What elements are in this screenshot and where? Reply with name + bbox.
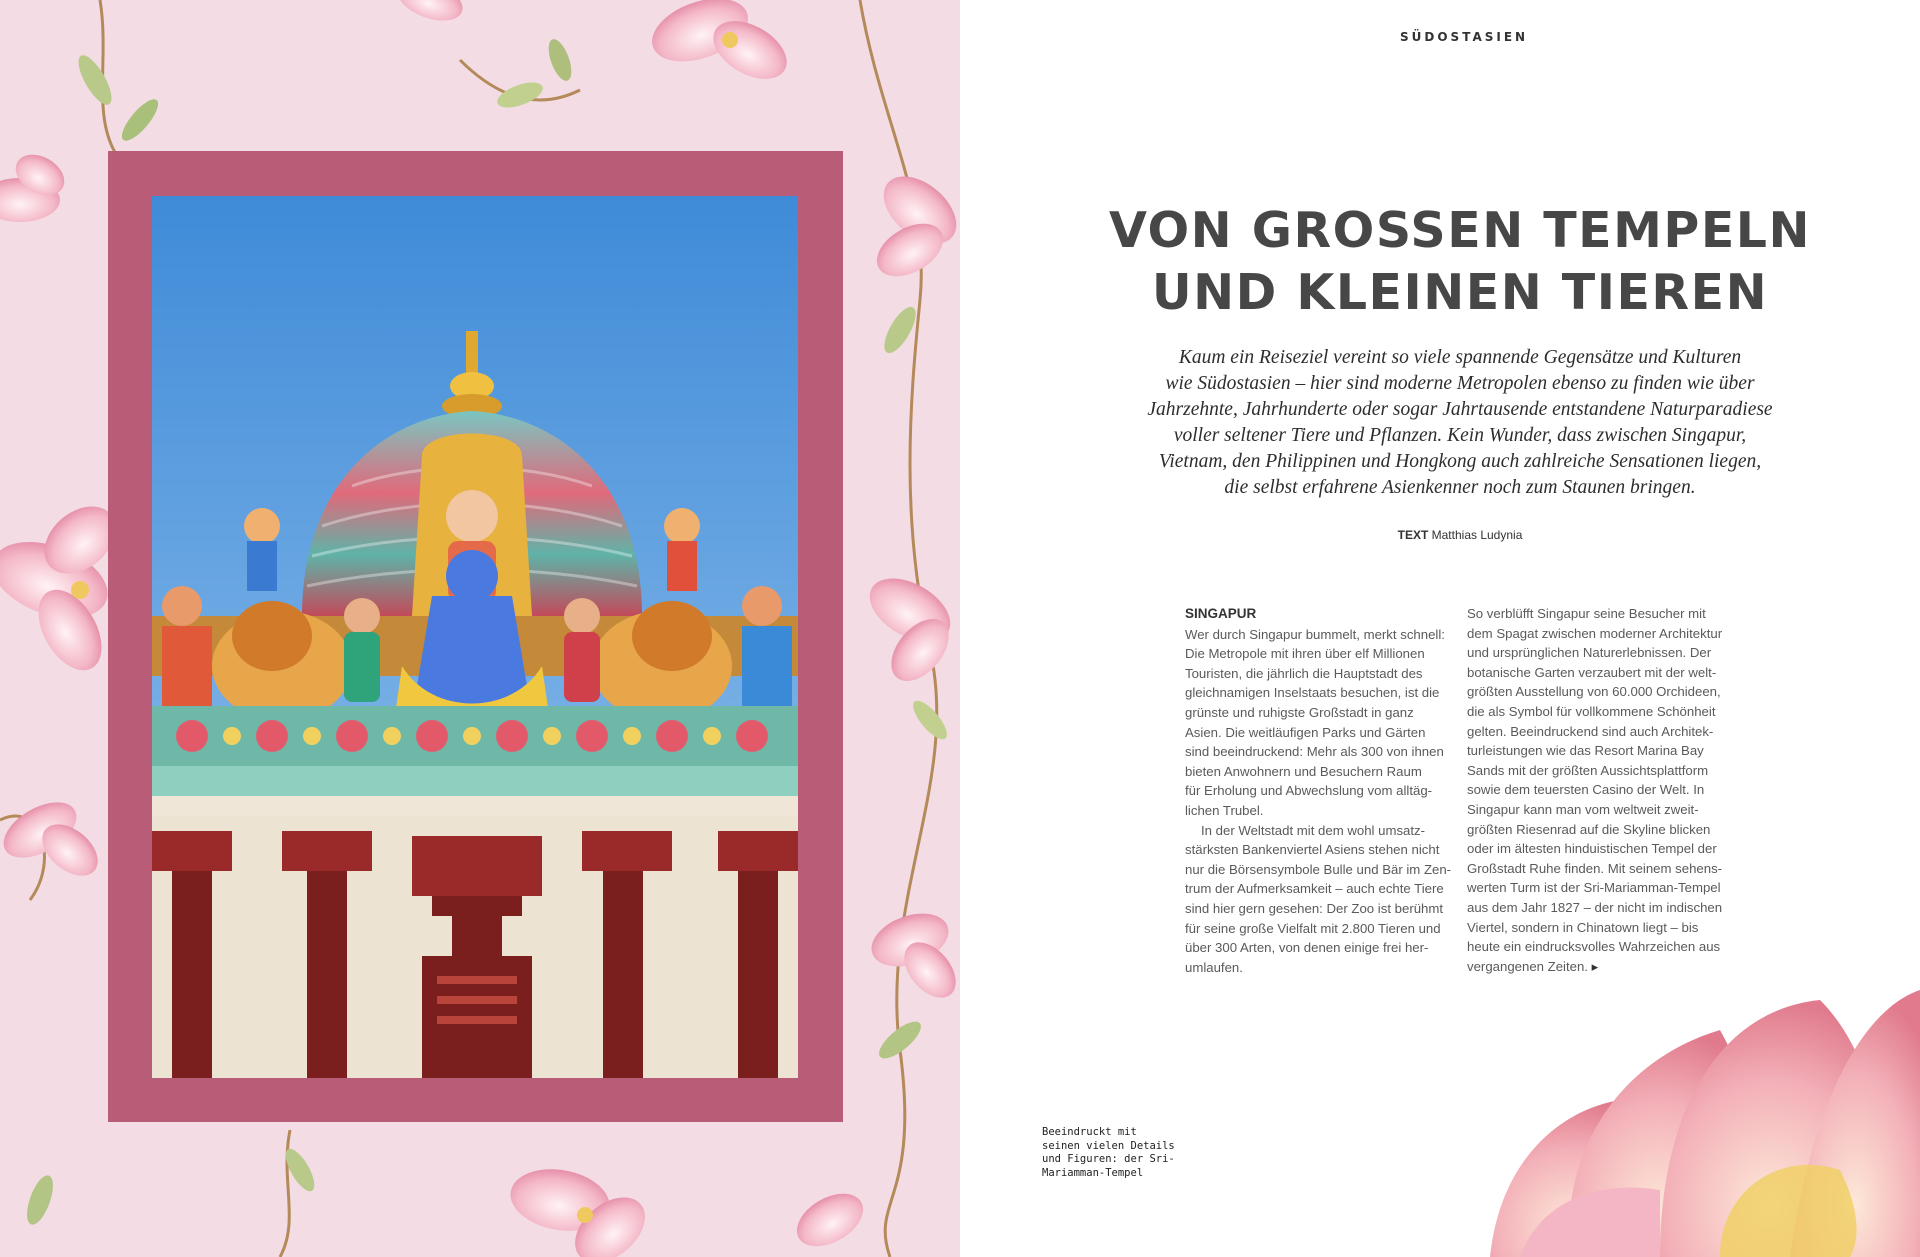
caption-line: und Figuren: der Sri- xyxy=(1042,1153,1175,1165)
text-line xyxy=(1467,957,1739,977)
text-line: dem Spagat zwischen moderner Architektur xyxy=(1467,625,1723,641)
intro-line: Jahrzehnte, Jahrhunderte oder sogar Jahrtausende entstandene Naturparadiese xyxy=(1147,399,1773,420)
article-column-1 xyxy=(1185,604,1457,977)
subheading: SINGAPUR xyxy=(1185,606,1257,621)
intro-line: Vietnam, den Philippinen und Hongkong auch zahlreiche Sensationen liegen, xyxy=(1158,451,1762,472)
text-line: oder im ältesten hinduistischen Tempel der xyxy=(1467,841,1717,857)
intro-paragraph xyxy=(1130,345,1790,501)
headline-line-1: VON GROSSEN TEMPELN xyxy=(1108,202,1812,259)
text-line: für Erholung und Abwechslung vom alltäg- xyxy=(1185,783,1433,799)
intro-line: die selbst erfahrene Asienkenner noch zum Staunen bringen. xyxy=(1224,477,1696,498)
text-line: bieten Anwohnern und Besuchern Raum xyxy=(1185,763,1422,779)
text-line: So verblüfft Singapur seine Besucher mit xyxy=(1467,606,1706,621)
text-line: gelten. Beeindruckend sind auch Architek- xyxy=(1467,723,1714,739)
text-line: heute ein eindrucksvolles Wahrzeichen aus xyxy=(1467,939,1721,955)
text-line: Die Metropole mit ihren über elf Millionen xyxy=(1185,646,1425,662)
text-line: größten Ausstellung von 60.000 Orchideen, xyxy=(1467,684,1721,700)
text-line: stärksten Bankenviertel Asiens stehen nicht xyxy=(1185,842,1440,858)
text-line: und ursprünglichen Naturerlebnissen. Der xyxy=(1467,645,1712,661)
intro-line: Kaum ein Reiseziel vereint so viele spannende Gegensätze und Kulturen xyxy=(1178,347,1742,368)
text-line: sind beeindruckend: Mehr als 300 von ihnen xyxy=(1185,744,1444,760)
text-line: werten Turm ist der Sri-Mariamman-Tempel xyxy=(1467,880,1721,896)
text-line: aus dem Jahr 1827 – der nicht im indischen xyxy=(1467,899,1723,915)
text-line: grünste und ruhigste Großstadt in ganz xyxy=(1185,704,1414,720)
text-line: Singapur kann man vom weltweit zweit- xyxy=(1467,801,1699,817)
end-mark-icon: ▸ xyxy=(1591,958,1599,974)
text-line: sowie dem teuersten Casino der Welt. In xyxy=(1467,782,1705,798)
byline-author: Matthias Ludynia xyxy=(1431,528,1523,542)
section-label: SÜDOSTASIEN xyxy=(1400,30,1529,44)
text-line: Asien. Die weitläufigen Parks und Gärten xyxy=(1185,724,1426,740)
text-line: für seine große Vielfalt mit 2.800 Tieren und xyxy=(1185,920,1441,936)
intro-line: wie Südostasien – hier sind moderne Metropolen ebenso zu finden wie über xyxy=(1165,373,1755,394)
text-line: Touristen, die jährlich die Hauptstadt des xyxy=(1185,665,1423,681)
caption-line: Beeindruckt mit xyxy=(1042,1126,1137,1138)
caption-line: seinen vielen Details xyxy=(1042,1139,1175,1152)
headline-line-2: UND KLEINEN TIEREN xyxy=(1151,264,1769,321)
photo-caption xyxy=(1042,1126,1175,1180)
text-line: gleichnamigen Inselstaats besuchen, ist die xyxy=(1185,685,1440,701)
text-line: umlaufen. xyxy=(1185,959,1243,975)
text-line: größten Riesenrad auf die Skyline blicken xyxy=(1467,821,1711,837)
text-line: Großstadt Ruhe finden. Mit seinem sehens- xyxy=(1467,860,1723,876)
text-line: lichen Trubel. xyxy=(1185,802,1264,818)
text-line: In der Weltstadt mit dem wohl umsatz- xyxy=(1201,822,1426,838)
text-line: turleistungen wie das Resort Marina Bay xyxy=(1467,743,1704,759)
temple-photo xyxy=(152,196,798,1078)
text-line: botanische Garten verzaubert mit der welt- xyxy=(1467,664,1717,680)
text-line: trum der Aufmerksamkeit – auch echte Tiere xyxy=(1185,881,1444,897)
article-column-2 xyxy=(1467,604,1739,976)
text-line: die als Symbol für vollkommene Schönheit xyxy=(1467,703,1716,719)
headline xyxy=(1080,200,1840,324)
intro-line: voller seltener Tiere und Pflanzen. Kein Wunder, dass zwischen Singapur, xyxy=(1173,425,1747,446)
byline-label: TEXT xyxy=(1397,528,1429,542)
text-line: nur die Börsensymbole Bulle und Bär im Zen- xyxy=(1185,861,1452,877)
text-line: Wer durch Singapur bummelt, merkt schnell: xyxy=(1185,626,1445,642)
text-line: über 300 Arten, von denen einige frei her- xyxy=(1185,940,1429,956)
caption-line: Mariamman-Tempel xyxy=(1042,1166,1144,1179)
text-line: Viertel, sondern in Chinatown liegt – bis xyxy=(1467,919,1699,935)
byline xyxy=(1300,528,1620,542)
text-line: Sands mit der größten Aussichtsplattform xyxy=(1467,762,1709,778)
text-line-last: vergangenen Zeiten. xyxy=(1467,958,1588,974)
text-line: sind hier gern gesehen: Der Zoo ist berühmt xyxy=(1185,900,1444,916)
